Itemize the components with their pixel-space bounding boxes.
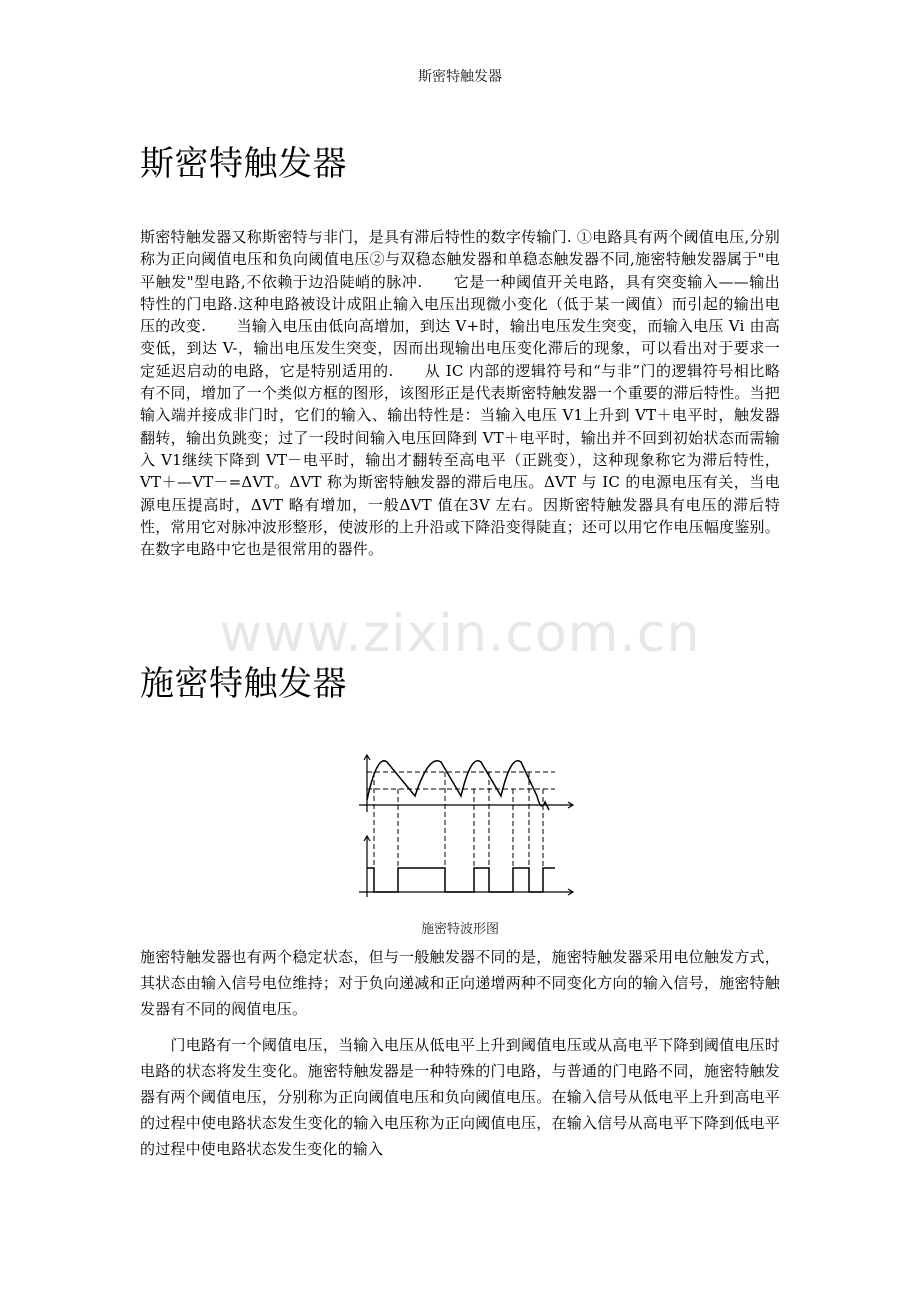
page-header: 斯密特触发器	[418, 69, 502, 85]
watermark: www.zixin.com.cn	[219, 604, 701, 664]
input-waveform	[367, 761, 549, 810]
intro-paragraph: 斯密特触发器又称斯密特与非门，是具有滞后特性的数字传输门. ①电路具有两个阈值电压,分别称为正向阈值电压和负向阈值电压②与双稳态触发器和单稳态触发器不同,施密特触发器属于"电平触发"型电路,不依赖于边沿陡峭的脉冲. 它是一种阈值开关电路，具有突变输入——输出特性的门电路.这种电路被设计成阻止输入电压出现微小变化（低于某一阈值）而引起的输出电压的改变. 当输入电压由低向高增加，到达 V+时，输出电压发生突变，而输入电压 Vi 由高变低，到达 V-，输出电压发生突变，因而出现输出电压变化滞后的现象，可以看出对于要求一定延迟启动的电路，它是特别适用的. 从 IC 内部的逻辑符号和“与非”门的逻辑符号相比略有不同，增加了一个类似方框的图形，该图形正是代表斯密特触发器一个重要的滞后特性。当把输入端并接成非门时，它们的输入、输出特性是：当输入电压 V1上升到 VT＋电平时，触发器翻转，输出负跳变；过了一段时间输入电压回降到 VT＋电平时，输出并不回到初始状态而需输入 V1继续下降到 VT－电平时，输出才翻转至高电平（正跳变），这种现象称它为滞后特性，VT＋—VT－=ΔVT。ΔVT 称为斯密特触发器的滞后电压。ΔVT 与 IC 的电源电压有关，当电源电压提高时，ΔVT 略有增加，一般ΔVT 值在3V 左右。因斯密特触发器具有电压的滞后特性，常用它对脉冲波形整形，使波形的上升沿或下降沿变得陡直；还可以用它作电压幅度鉴别。在数字电路中它也是很常用的器件。	[140, 228, 780, 559]
section-heading-shimite: 施密特触发器	[140, 664, 347, 704]
body-paragraph-1: 施密特触发器也有两个稳定状态，但与一般触发器不同的是，施密特触发器采用电位触发方式，其状态由输入信号电位维持；对于负向递减和正向递增两种不同变化方向的输入信号，施密特触发器有不同的阀值电压。	[140, 948, 780, 1018]
output-waveform	[367, 868, 555, 892]
figure-caption: 施密特波形图	[420, 922, 499, 937]
section-heading-schmitt: 斯密特触发器	[140, 144, 347, 184]
waveform-diagram	[345, 752, 575, 904]
body-paragraph-2: 门电路有一个阈值电压，当输入电压从低电平上升到阈值电压或从高电平下降到阈值电压时电路的状态将发生变化。施密特触发器是一种特殊的门电路，与普通的门电路不同，施密特触发器有两个阈值电压，分别称为正向阈值电压和负向阈值电压。在输入信号从低电平上升到高电平的过程中使电路状态发生变化的输入电压称为正向阈值电压，在输入信号从高电平下降到低电平的过程中使电路状态发生变化的输入	[140, 1036, 780, 1158]
